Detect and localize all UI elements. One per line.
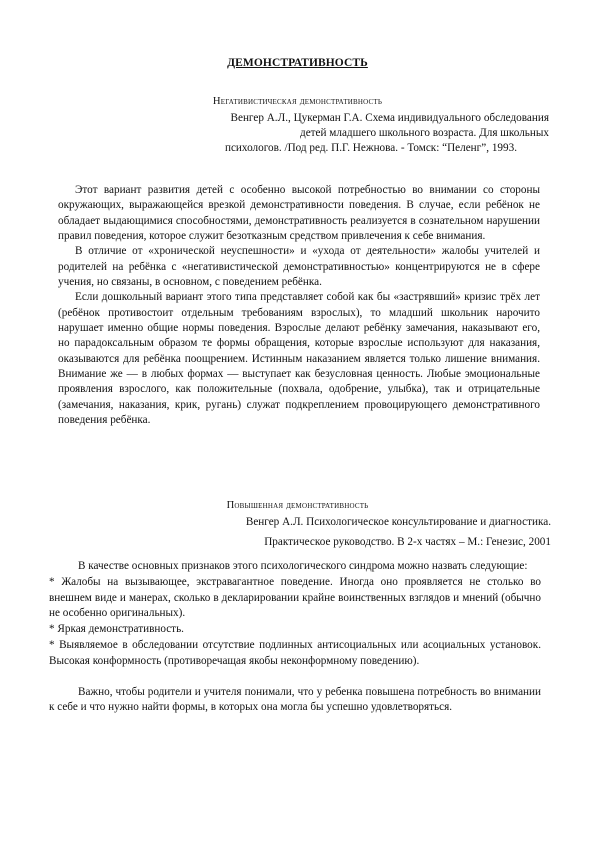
reference-block-2 xyxy=(91,512,551,552)
reference-line: детей младшего школьного возраста. Для школьных xyxy=(300,127,549,140)
paragraph: В отличие от «хронической неуспешности» и «ухода от деятельности» жалобы учителей и родителей на ребёнка с «негативистической демонстративностью» концентрируются не в сфере учения, но связаны, в основном, с поведением ребёнка. xyxy=(58,245,540,289)
intro-paragraph: В качестве основных признаков этого психологического синдрома можно назвать следующие: xyxy=(78,560,528,572)
section2-body xyxy=(49,559,541,716)
list-item: * Жалобы на вызывающее, экстравагантное поведение. Иногда оно проявляется не столько во внешнем виде и манерах, сколько в декларировании крайне воинственных взглядов и мнений (обычно не особенно оригинальных). xyxy=(49,575,541,620)
reference-line: Практическое руководство. В 2-х частях – М.: Генезис, 2001 xyxy=(264,536,551,548)
reference-line: Венгер А.Л., Цукерман Г.А. Схема индивидуального обследования xyxy=(230,112,549,124)
section1-body xyxy=(58,183,540,429)
reference-line: Венгер А.Л. Психологическое консультирование и диагностика. xyxy=(245,516,551,528)
reference-block-1 xyxy=(109,111,549,157)
document-title: ДЕМОНСТРАТИВНОСТЬ xyxy=(227,57,368,69)
section-heading-increased: Повышенная демонстративность xyxy=(226,500,369,511)
paragraph: Этот вариант развития детей с особенно высокой потребностью во внимании со стороны окружающих, выражающейся врезкой демонстративности поведения. В случае, если ребёнок не обладает выдающимися способностями, демонстративность реализуется в сознательном нарушении правил поведения, которое служит безотказным средством привлечения к себе внимания. xyxy=(58,184,540,243)
reference-line: психологов. /Под ред. П.Г. Нежнова. - Томск: “Пеленг”, 1993. xyxy=(224,142,517,155)
list-item: * Яркая демонстративность. xyxy=(49,623,184,636)
paragraph: Если дошкольный вариант этого типа представляет собой как бы «застрявший» кризис трёх лет (ребёнок противостоит отдельным требованиям взрослых), то младший школьник нарочито нарушает именно общие нормы поведения. Взрослые делают ребёнку замечания, наказывают его, но парадоксальным образом те формы обращения, которые взрослые используют для наказания, оказываются для ребёнка поощрением. Истинным наказанием является только лишение внимания. Внимание же — в любых формах — выступает как безусловная ценность. Любые эмоциональные проявления взрослого, как положительные (похвала, одобрение, улыбка), так и отрицательные (замечания, наказания, крик, ругань) служат подкреплением провоцирующего демонстративного поведения ребёнка. xyxy=(58,291,540,427)
list-item: * Выявляемое в обследовании отсутствие подлинных антисоциальных или асоциальных установок. Высокая конформность (противоречащая якобы неконформному поведению). xyxy=(49,638,541,667)
section-heading-negativistic: Негативистическая демонстративность xyxy=(212,96,383,107)
closing-paragraph: Важно, чтобы родители и учителя понимали, что у ребенка повышена потребность во внимании к себе и что нужно найти формы, в которых она могла бы успешно удовлетворяться. xyxy=(49,685,541,714)
